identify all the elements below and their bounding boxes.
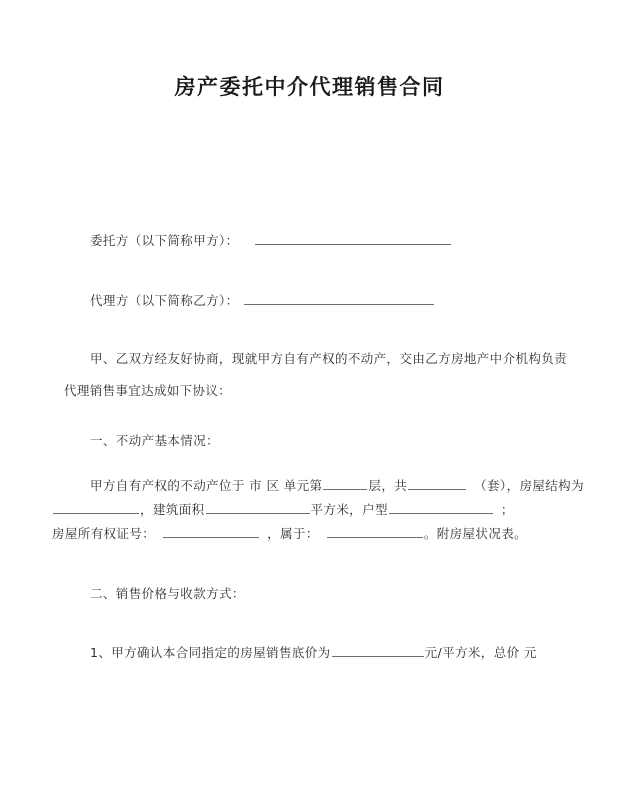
price-unit-blank[interactable] [332, 643, 424, 657]
property-floor-text: 层，共 [368, 478, 408, 494]
property-structure-blank[interactable] [53, 500, 139, 514]
party-label-agent: 代理方（以下简称乙方）： [90, 293, 239, 309]
property-layout-text: 平方米，户型 [310, 502, 388, 518]
spacer [64, 546, 567, 582]
property-floor-blank[interactable] [323, 476, 367, 490]
party-line-entrusting [64, 229, 567, 253]
property-layout-blank[interactable] [389, 500, 493, 514]
property-cert-blank[interactable] [163, 524, 259, 538]
property-count-blank[interactable] [408, 476, 466, 490]
property-belong-blank[interactable] [327, 524, 423, 538]
property-attachment-text: 。附房屋状况表。 [423, 525, 528, 541]
section-heading-2: 二、销售价格与收款方式： [90, 585, 245, 601]
property-location-text: 甲方自有产权的不动产位于 市 区 单元第 [90, 478, 323, 494]
price-item-1 [64, 641, 567, 665]
spacer [64, 452, 567, 474]
property-detail-line-2 [52, 498, 567, 522]
party-line-agent [64, 289, 567, 313]
preamble-paragraph: 甲、乙双方经友好协商，现就甲方自有产权的不动产，交由乙方房地产中介机构负责代理销售事宜达成如下协议： [64, 350, 567, 398]
spacer [64, 313, 567, 343]
party-label-entrusting: 委托方（以下简称甲方）： [90, 233, 239, 249]
property-cert-text: 房屋所有权证号： [52, 525, 156, 541]
property-area-blank[interactable] [206, 500, 310, 514]
spacer [64, 253, 567, 289]
property-structure-text: （套），房屋结构为 [474, 478, 584, 494]
property-detail-line-3 [52, 522, 567, 546]
spacer [64, 407, 567, 429]
property-belong-text: ，属于： [267, 525, 319, 541]
property-detail-line-1 [64, 474, 584, 498]
property-line1-end: ； [500, 502, 514, 518]
price-item-1-prefix: 1、甲方确认本合同指定的房屋销售底价为 [90, 645, 331, 661]
section-heading-1: 一、不动产基本情况： [90, 432, 220, 448]
price-item-1-suffix: 元/平方米，总价 元 [424, 645, 537, 661]
party-value-agent-blank[interactable] [244, 291, 434, 305]
spacer [64, 193, 567, 229]
property-area-text: ，建筑面积 [140, 502, 205, 518]
spacer [64, 605, 567, 641]
page-title: 房产委托中介代理销售合同 [174, 75, 445, 99]
party-value-entrusting-blank[interactable] [255, 231, 451, 245]
document-body [0, 193, 619, 665]
